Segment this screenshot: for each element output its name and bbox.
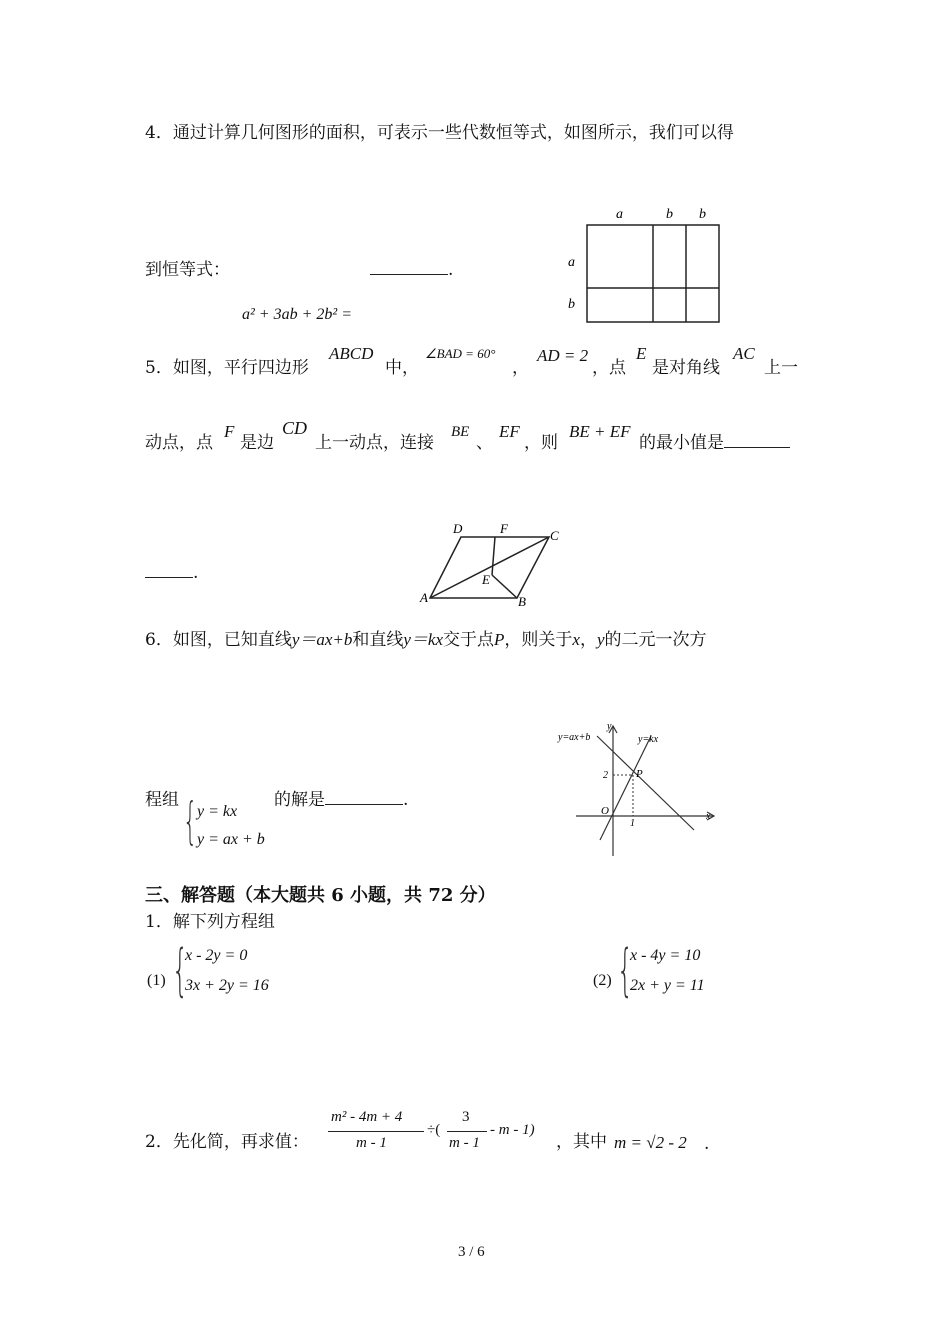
q5-segment-be: [492, 575, 517, 598]
q5-ad: AD = 2: [537, 346, 589, 365]
q5-ef: EF: [499, 422, 520, 441]
q6-text-5: ，: [579, 630, 597, 650]
q6-tick-1: 1: [630, 818, 635, 829]
q6-var-y: y: [596, 630, 605, 649]
sys2-eq1: x - 4y = 10: [630, 947, 701, 964]
q5-line3: [145, 562, 198, 584]
q4-end: .: [448, 260, 454, 280]
q6-line2-prefix: 程组: [145, 790, 179, 810]
q5-line2-f: [639, 432, 790, 454]
q4-line2: [145, 259, 453, 281]
q6-tick-2: 2: [603, 770, 608, 781]
sys1-brace: {: [172, 938, 189, 1003]
sys1-label: (1): [147, 972, 166, 989]
q4-top-label-b2: b: [699, 207, 706, 222]
q5-line2-d: 、: [476, 433, 493, 453]
q5-label-b: B: [518, 594, 526, 609]
q5-label-f: F: [500, 521, 508, 536]
q5-sum: BE + EF: [569, 422, 631, 441]
q6-text-1: 6．如图，已知直线: [145, 630, 292, 650]
q4-answer-blank[interactable]: [370, 260, 448, 275]
q5-abcd: ABCD: [329, 344, 374, 363]
q2-frac1-bar: [328, 1131, 424, 1132]
page-number: 3 / 6: [458, 1244, 485, 1260]
q4-top-label-a: a: [616, 207, 623, 222]
q2-frac2-denominator: m - 1: [449, 1135, 480, 1151]
q6-graph: [556, 720, 726, 860]
sys1-eq2: 3x + 2y = 16: [185, 977, 269, 994]
q2-frac1-numerator: m² - 4m + 4: [331, 1109, 403, 1125]
q6-label-y: y: [607, 721, 612, 732]
q5-end: .: [193, 563, 199, 583]
q4-top-label-b1: b: [666, 207, 673, 222]
q5-cd: CD: [282, 418, 308, 438]
q2-end: .: [704, 1134, 710, 1154]
q5-ac: AC: [733, 344, 755, 363]
section3-heading: 三、解答题（本大题共 6 小题，共 72 分）: [145, 885, 496, 906]
q6-text-6: 的二元一次方: [604, 630, 707, 650]
q5-diagonal-ac: [430, 537, 549, 598]
q6-label-origin: O: [601, 805, 609, 817]
q5-answer-blank-2[interactable]: [145, 563, 193, 578]
q5-text-5: 上一: [764, 358, 798, 378]
q5-text-1: 5．如图，平行四边形: [145, 358, 309, 378]
q5-segment-ef: [492, 537, 495, 575]
q6-label-kx: y=kx: [638, 734, 659, 745]
q6-eq2: y = ax + b: [197, 831, 265, 848]
q5-comma: ，: [512, 358, 529, 378]
q4-identity: a² + 3ab + 2b² =: [242, 306, 352, 323]
q6-eq1: y = kx: [197, 803, 238, 820]
q6-label-p: P: [636, 768, 643, 780]
q5-line2-e: ，则: [524, 433, 558, 453]
q5-text-2: 中，: [385, 358, 419, 378]
q6-text-3: 交于点: [443, 630, 495, 650]
q5-line2-c: 上一动点，连接: [315, 433, 434, 453]
q4-side-label-b: b: [568, 297, 575, 312]
sys2-eq2: 2x + y = 11: [630, 977, 705, 994]
q6-answer-blank[interactable]: [325, 790, 403, 805]
q4-area-figure: [560, 198, 730, 328]
q5-angle: ∠BAD = 60°: [425, 346, 496, 361]
q5-label-a: A: [420, 590, 428, 605]
q2-where: ，其中: [556, 1132, 607, 1152]
q6-line-b: y＝kx: [403, 630, 444, 649]
q5-be: BE: [451, 424, 470, 440]
q2-frac2-bar: [447, 1131, 487, 1132]
q2-prefix: 2．先化简，再求值：: [145, 1132, 309, 1152]
q6-text-4: ，则关于: [504, 630, 573, 650]
q5-text-3: ，点: [592, 358, 626, 378]
q5-line2-b: 是边: [240, 433, 274, 453]
q5-line2-a: 动点，点: [145, 433, 213, 453]
section3-q1-title: 1．解下列方程组: [145, 912, 275, 932]
q5-label-d: D: [453, 521, 463, 536]
q5-parallelogram-figure: [415, 518, 565, 610]
q2-tail: - m - 1): [490, 1122, 535, 1138]
q6-line1: [145, 629, 707, 651]
q5-label-c: C: [550, 528, 559, 543]
q6-var-x: x: [572, 630, 580, 649]
q6-line-kx: [600, 736, 651, 840]
q2-divide: ÷(: [427, 1122, 441, 1138]
q6-text-2: 和直线: [352, 630, 404, 650]
q4-prefix: 到恒等式：: [145, 260, 230, 280]
sys2-brace: {: [617, 938, 634, 1003]
sys1-eq1: x - 2y = 0: [185, 947, 248, 964]
q4-line1: 4．通过计算几何图形的面积，可表示一些代数恒等式，如图所示，我们可以得: [145, 123, 734, 143]
q5-text-4: 是对角线: [652, 358, 720, 378]
sys2-label: (2): [593, 972, 612, 989]
q6-label-axb: y=ax+b: [558, 732, 591, 743]
q6-point: P: [494, 630, 505, 649]
q2-frac1-denominator: m - 1: [356, 1135, 387, 1151]
q6-end: .: [403, 790, 409, 810]
q2-m-value: m = √2 - 2: [614, 1133, 687, 1152]
q5-f: F: [224, 422, 235, 441]
q5-label-e: E: [482, 572, 490, 587]
q6-line-a: y＝ax+b: [291, 630, 353, 649]
q4-side-label-a: a: [568, 255, 575, 270]
q5-e: E: [636, 344, 647, 363]
q2-frac2-numerator: 3: [462, 1109, 470, 1125]
q5-answer-blank-1[interactable]: [724, 433, 790, 448]
q6-system-brace: {: [183, 792, 198, 850]
q6-label-x: x: [706, 811, 711, 822]
q6-solution-label: 的解是: [274, 790, 325, 810]
q6-line2-suffix: [274, 789, 408, 811]
q5-line2-f-text: 的最小值是: [639, 433, 724, 453]
